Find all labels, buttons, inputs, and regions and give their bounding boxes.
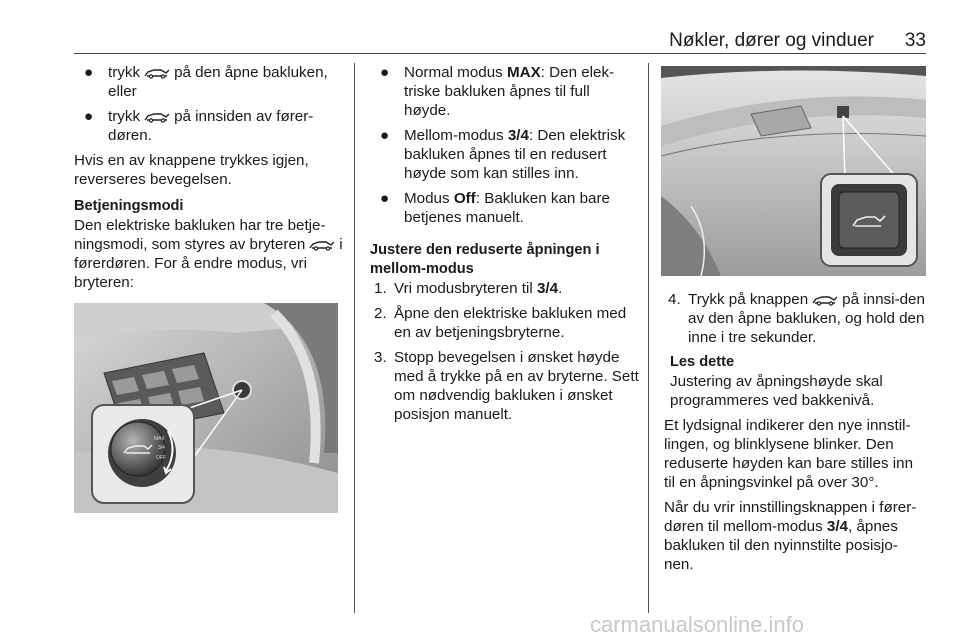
column-divider-2: [648, 63, 649, 613]
paragraph: Når du vrir innstillingsknappen i fører-døren til mellom-modus 3/4, åpnes bakluken til den nyinnstilte posisjo-nen.: [664, 499, 917, 573]
tailgate-car-icon: [144, 66, 170, 79]
list-item: ● trykk på den åpne bakluken, eller: [84, 64, 328, 100]
mode-label-off: OFF: [156, 455, 166, 461]
tailgate-car-icon: [309, 238, 335, 251]
paragraph: Den elektriske bakluken har tre betje-ningsmodi, som styres av bryteren i førerdøren. For å endre modus, vri bryteren:: [74, 217, 343, 291]
page-header: [74, 30, 926, 52]
list-item: ● trykk på innsiden av fører-døren.: [84, 108, 314, 144]
tailgate-button-illustration: [661, 66, 926, 276]
list-item: ● Modus Off: Bakluken kan bare betjenes manuelt.: [380, 190, 610, 226]
middle-column: [370, 63, 640, 430]
page-number: 33: [904, 30, 926, 51]
tailgate-car-icon: [144, 110, 170, 123]
list-item: ● Normal modus MAX: Den elek-triske bakluken åpnes til full høyde.: [380, 64, 615, 119]
step-item: 1. Vri modusbryteren til 3/4.: [374, 280, 563, 297]
watermark: carmanualsonline.info: [590, 612, 805, 637]
right-column: [664, 290, 926, 574]
mode-label-three-quarters: 3/4: [158, 445, 165, 451]
page-title: Nøkler, dører og vinduer: [669, 30, 874, 51]
paragraph: Hvis en av knappene trykkes igjen, reverseres bevegelsen.: [74, 152, 309, 188]
note-box: [664, 353, 926, 410]
section-heading: Justere den reduserte åpningen i mellom-modus: [370, 242, 600, 277]
door-switch-illustration: [74, 303, 338, 513]
step-item: 4. Trykk på knappen på innsi-den av den åpne bakluken, og hold den inne i tre sekunder.: [668, 291, 925, 346]
paragraph: Et lydsignal indikerer den nye innstil-lingen, og blinklysene blinker. Den reduserte høyden kan bare stilles inn til en åpningsvinkel på over 30°.: [664, 417, 914, 491]
column-divider-1: [354, 63, 355, 613]
list-item: ● Mellom-modus 3/4: Den elektrisk bakluken åpnes til en redusert høyde som kan stilles inn.: [380, 127, 626, 182]
left-column: [74, 63, 344, 292]
step-item: 3. Stopp bevegelsen i ønsket høyde med å trykke på en av bryterne. Sett om nødvendig bakluken i ønsket posisjon manuelt.: [374, 349, 639, 423]
step-item: 2. Åpne den elektriske bakluken med en av betjeningsbryterne.: [374, 305, 627, 341]
header-rule: [74, 53, 926, 54]
tailgate-car-icon: [812, 293, 838, 306]
note-heading: Les dette: [670, 354, 735, 370]
mode-label-max: MAX: [154, 436, 165, 442]
section-heading: Betjeningsmodi: [74, 198, 184, 214]
note-text: Justering av åpningshøyde skal programmeres ved bakkenivå.: [670, 373, 883, 409]
